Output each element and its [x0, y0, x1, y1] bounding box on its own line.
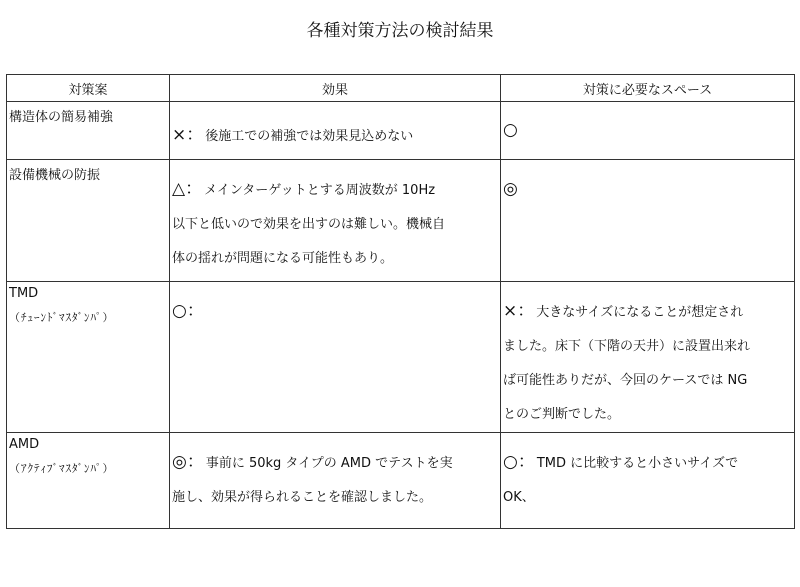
table-row	[7, 433, 795, 529]
header-effect: 効果	[170, 75, 501, 102]
measure-name: 設備機械の防振	[9, 168, 101, 183]
measure-name: TMD	[9, 286, 39, 301]
space-text: ば可能性ありだが、今回のケースでは NG	[503, 373, 748, 388]
page-title: 各種対策方法の検討結果	[306, 21, 494, 41]
effect-rating: ◎：	[172, 452, 204, 472]
measure-subname: （ﾁｭｰﾝﾄﾞﾏｽﾀﾞﾝﾊﾟ）	[9, 311, 115, 324]
measure-cell	[7, 102, 170, 160]
space-text: ました。床下（下階の天井）に設置出来れ	[503, 339, 751, 354]
table-row	[7, 102, 795, 160]
measure-name: AMD	[9, 437, 40, 452]
space-rating: ◎	[503, 179, 518, 199]
effect-text: 後施工での補強では効果見込めない	[205, 129, 414, 144]
effect-cell	[170, 102, 501, 160]
space-cell	[501, 160, 795, 282]
space-cell	[501, 282, 795, 433]
space-rating: ○	[503, 120, 518, 140]
effect-text: 体の揺れが問題になる可能性もあり。	[172, 251, 394, 266]
effect-cell	[170, 160, 501, 282]
effect-rating: ○：	[172, 301, 204, 321]
space-rating: ×：	[503, 301, 535, 321]
measure-cell	[7, 160, 170, 282]
effect-rating: △：	[172, 179, 203, 199]
space-rating: ○：	[503, 452, 535, 472]
table-row	[7, 160, 795, 282]
space-cell	[501, 102, 795, 160]
measures-table	[6, 74, 795, 529]
measure-subname: （ｱｸﾃｨﾌﾞﾏｽﾀﾞﾝﾊﾟ）	[9, 462, 115, 475]
space-text: TMD に比較すると小さいサイズで	[536, 456, 739, 471]
space-cell	[501, 433, 795, 529]
space-text: OK、	[503, 490, 535, 505]
header-space: 対策に必要なスペース	[501, 75, 795, 102]
effect-cell	[170, 282, 501, 433]
effect-text: 以下と低いので効果を出すのは難しい。機械自	[172, 217, 446, 232]
table-row	[7, 282, 795, 433]
space-text: とのご判断でした。	[503, 407, 621, 422]
effect-text: メインターゲットとする周波数が 10Hz	[204, 183, 436, 198]
effect-text: 事前に 50kg タイプの AMD でテストを実	[205, 456, 453, 471]
header-row	[7, 75, 795, 102]
measure-cell	[7, 282, 170, 433]
space-text: 大きなサイズになることが想定され	[536, 305, 744, 320]
effect-text: 施し、効果が得られることを確認しました。	[172, 490, 433, 505]
measure-cell	[7, 433, 170, 529]
measure-name: 構造体の簡易補強	[9, 110, 114, 125]
effect-cell	[170, 433, 501, 529]
header-measure: 対策案	[7, 75, 170, 102]
effect-rating: ×：	[172, 125, 204, 145]
